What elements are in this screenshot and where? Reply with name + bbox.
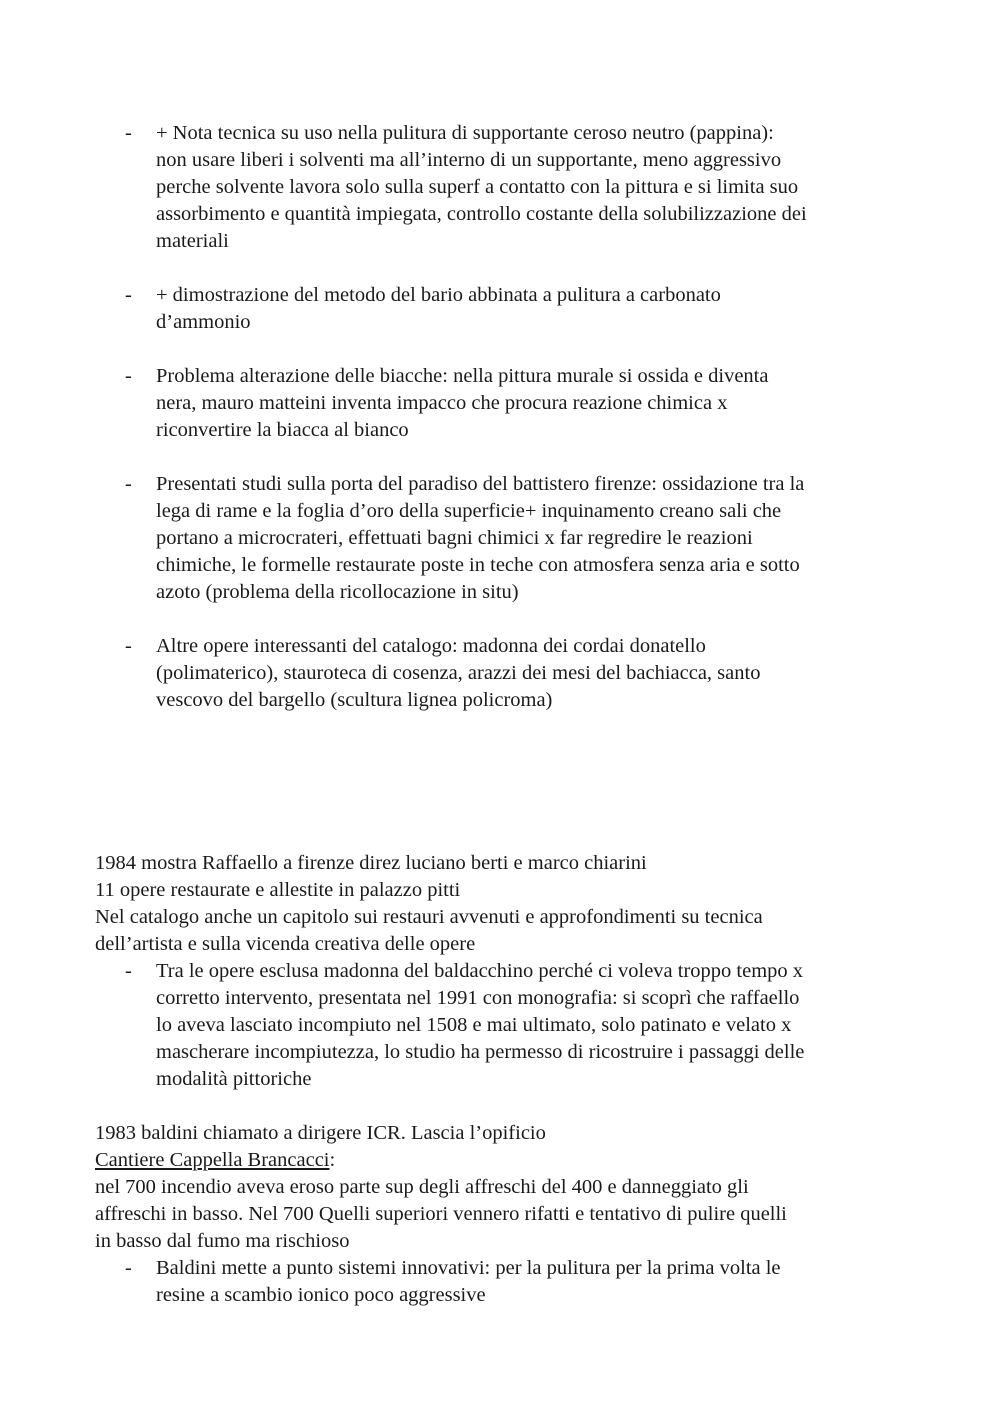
text-line: Problema alterazione delle biacche: nella pittura murale si ossida e diventa — [156, 365, 769, 387]
text-line: affreschi in basso. Nel 700 Quelli superiori vennero rifatti e tentativo di pulire quelli — [95, 1203, 787, 1225]
text-line: nel 700 incendio aveva eroso parte sup degli affreschi del 400 e danneggiato gli — [95, 1176, 749, 1198]
raffaello-section — [95, 850, 915, 1093]
text-line: vescovo del bargello (scultura lignea policroma) — [156, 689, 553, 711]
brancacci-section — [95, 1120, 915, 1309]
text-line: modalità pittoriche — [156, 1068, 312, 1090]
list-item — [95, 363, 915, 444]
text-line: dell’artista e sulla vicenda creativa delle opere — [95, 933, 476, 955]
text-line: Tra le opere esclusa madonna del baldacchino perché ci voleva troppo tempo x — [156, 960, 804, 982]
text-line: resine a scambio ionico poco aggressive — [156, 1284, 486, 1306]
list-item — [95, 1255, 915, 1309]
text-line: lo aveva lasciato incompiuto nel 1508 e mai ultimato, solo patinato e velato x — [156, 1014, 792, 1036]
text-line: materiali — [156, 230, 229, 252]
text-line: lega di rame e la foglia d’oro della superficie+ inquinamento creano sali che — [156, 500, 782, 522]
bullet-dash: - — [125, 1257, 132, 1279]
text-line: nera, mauro matteini inventa impacco che procura reazione chimica x — [156, 392, 728, 414]
text-line: 11 opere restaurate e allestite in palazzo pitti — [95, 879, 461, 901]
text-line: in basso dal fumo ma rischioso — [95, 1230, 350, 1252]
bullet-text — [156, 471, 915, 606]
list-item — [95, 282, 915, 336]
text-line: portano a microcrateri, effettuati bagni chimici x far regredire le reazioni — [156, 527, 753, 549]
bullet-text — [156, 282, 915, 336]
text-line: 1984 mostra Raffaello a firenze direz luciano berti e marco chiarini — [95, 852, 647, 874]
text-line: mascherare incompiutezza, lo studio ha permesso di ricostruire i passaggi delle — [156, 1041, 805, 1063]
text-line: d’ammonio — [156, 311, 251, 333]
bullet-dash: - — [125, 284, 132, 306]
text-line: Baldini mette a punto sistemi innovativi: per la pulitura per la prima volta le — [156, 1257, 781, 1279]
text-line: Presentati studi sulla porta del paradiso del battistero firenze: ossidazione tra la — [156, 473, 805, 495]
text-line: assorbimento e quantità impiegata, controllo costante della solubilizzazione dei — [156, 203, 807, 225]
text-line: 1983 baldini chiamato a dirigere ICR. Lascia l’opificio — [95, 1122, 546, 1144]
text-line: + Nota tecnica su uso nella pulitura di supportante ceroso neutro (pappina): — [156, 122, 774, 144]
bullet-dash: - — [125, 960, 132, 982]
heading-text: Cantiere Cappella Brancacci — [95, 1149, 330, 1171]
text-line: non usare liberi i solventi ma all’interno di un supportante, meno aggressivo — [156, 149, 782, 171]
bullet-list — [95, 120, 915, 714]
text-line: (polimaterico), stauroteca di cosenza, arazzi dei mesi del bachiacca, santo — [156, 662, 761, 684]
list-item — [95, 958, 915, 1093]
text-line: Altre opere interessanti del catalogo: madonna dei cordai donatello — [156, 635, 706, 657]
text-line: + dimostrazione del metodo del bario abbinata a pulitura a carbonato — [156, 284, 721, 306]
heading-suffix: : — [329, 1149, 336, 1171]
bullet-dash: - — [125, 473, 132, 495]
list-item — [95, 120, 915, 255]
bullet-text — [156, 633, 915, 714]
list-item — [95, 633, 915, 714]
list-item — [95, 471, 915, 606]
section-heading — [95, 1147, 915, 1174]
bullet-dash: - — [125, 122, 132, 144]
text-line: perche solvente lavora solo sulla superf a contatto con la pittura e si limita suo — [156, 176, 799, 198]
bullet-dash: - — [125, 635, 132, 657]
bullet-text — [156, 958, 915, 1093]
text-line: azoto (problema della ricollocazione in situ) — [156, 581, 519, 603]
text-line: Nel catalogo anche un capitolo sui restauri avvenuti e approfondimenti su tecnica — [95, 906, 763, 928]
bullet-dash: - — [125, 365, 132, 387]
text-line: riconvertire la biacca al bianco — [156, 419, 409, 441]
bullet-text — [156, 1255, 915, 1309]
bullet-text — [156, 120, 915, 255]
bullet-text — [156, 363, 915, 444]
text-line: corretto intervento, presentata nel 1991 con monografia: si scoprì che raffaello — [156, 987, 800, 1009]
text-line: chimiche, le formelle restaurate poste in teche con atmosfera senza aria e sotto — [156, 554, 800, 576]
